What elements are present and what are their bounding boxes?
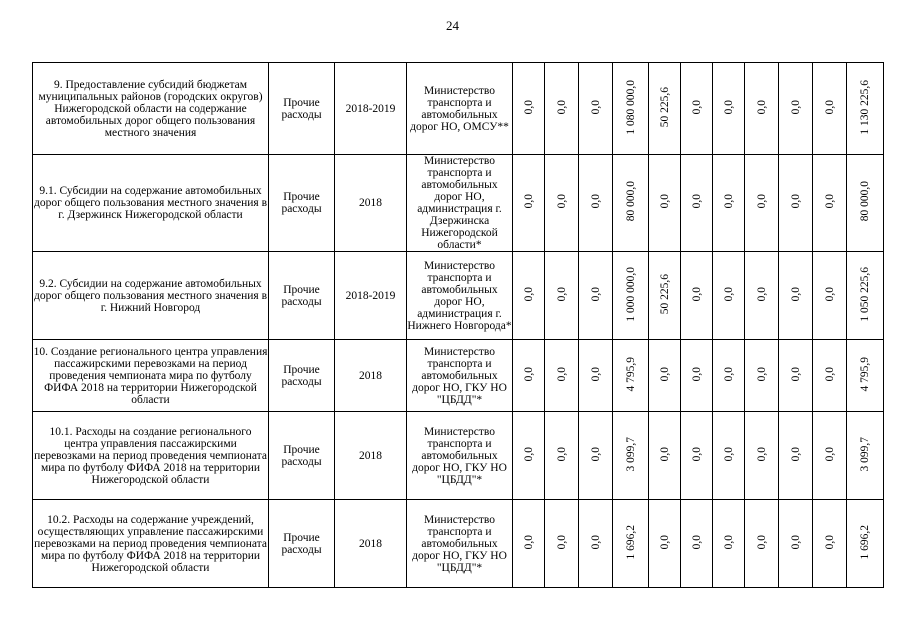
value-text: 0,0: [789, 99, 802, 115]
period-cell: 2018-2019: [335, 63, 407, 155]
table-row: [33, 412, 884, 500]
value-cell: [681, 412, 713, 500]
value-cell: [513, 340, 545, 412]
value-text: 0,0: [690, 194, 703, 209]
value-cell: [779, 252, 813, 340]
value-text: 1 050 225,6: [859, 266, 871, 322]
value-cell: [579, 63, 613, 155]
value-text: 4 795,9: [624, 356, 637, 392]
value-cell: [545, 500, 579, 588]
executor-cell: Министерство транспорта и автомобильных дорог НО, администрация г. Нижнего Новгорода*: [407, 252, 513, 340]
executor-cell: Министерство транспорта и автомобильных дорог НО, ОМСУ**: [407, 63, 513, 155]
value-text: 0,0: [522, 446, 535, 462]
value-text: 0,0: [722, 286, 735, 302]
value-text: 1 000 000,0: [624, 266, 637, 322]
value-cell: [579, 155, 613, 252]
value-text: 0,0: [522, 194, 535, 209]
value-text: 3 099,7: [624, 436, 637, 472]
funding-source-cell: Прочие расходы: [269, 340, 335, 412]
value-cell: [545, 412, 579, 500]
value-cell: [681, 252, 713, 340]
value-cell: [649, 155, 681, 252]
value-text: 0,0: [658, 194, 671, 209]
table-row: [33, 63, 884, 155]
funding-source-cell: Прочие расходы: [269, 412, 335, 500]
value-text: 0,0: [555, 366, 568, 382]
value-text: 50 225,6: [658, 86, 671, 128]
value-cell: [847, 63, 884, 155]
value-text: 0,0: [522, 99, 535, 115]
value-cell: [779, 155, 813, 252]
value-text: 0,0: [823, 366, 836, 382]
executor-cell: Министерство транспорта и автомобильных дорог НО, ГКУ НО "ЦБДД"*: [407, 412, 513, 500]
value-text: 0,0: [690, 286, 703, 302]
funding-source-cell: Прочие расходы: [269, 63, 335, 155]
value-text: 0,0: [722, 194, 735, 209]
value-cell: [681, 500, 713, 588]
value-text: 0,0: [789, 286, 802, 302]
value-cell: [847, 412, 884, 500]
value-cell: [779, 500, 813, 588]
value-text: 1 080 000,0: [624, 79, 637, 135]
measure-name-cell: 10.2. Расходы на содержание учреждений, осуществляющих управление пассажирскими перевозками на период проведения чемпионата мира по футболу ФИФА 2018 на территории Нижегородской области: [33, 500, 269, 588]
funding-source-cell: Прочие расходы: [269, 500, 335, 588]
value-text: 80 000,0: [624, 181, 637, 222]
value-text: 0,0: [555, 286, 568, 302]
value-cell: [847, 252, 884, 340]
value-cell: [545, 340, 579, 412]
value-cell: [613, 63, 649, 155]
value-cell: [713, 500, 745, 588]
value-text: 0,0: [690, 366, 703, 382]
measure-name-cell: 10.1. Расходы на создание регионального центра управления пассажирскими перевозками на период проведения чемпионата мира по футболу ФИФА 2018 на территории Нижегородской области: [33, 412, 269, 500]
period-cell: 2018: [335, 155, 407, 252]
value-text: 0,0: [658, 366, 671, 382]
value-text: 4 795,9: [859, 356, 871, 392]
value-text: 0,0: [755, 99, 768, 115]
value-cell: [745, 500, 779, 588]
value-cell: [649, 340, 681, 412]
value-cell: [649, 63, 681, 155]
value-cell: [681, 155, 713, 252]
value-text: 0,0: [589, 286, 602, 302]
value-cell: [813, 412, 847, 500]
value-cell: [745, 340, 779, 412]
value-text: 0,0: [722, 366, 735, 382]
value-text: 1 696,2: [624, 524, 637, 560]
value-text: 0,0: [789, 534, 802, 550]
period-cell: 2018: [335, 412, 407, 500]
value-text: 0,0: [658, 446, 671, 462]
value-text: 80 000,0: [859, 181, 871, 222]
value-text: 0,0: [555, 446, 568, 462]
measure-name-cell: 10. Создание регионального центра управления пассажирскими перевозками на период проведения чемпионата мира по футболу ФИФА 2018 на территории Нижегородской области: [33, 340, 269, 412]
executor-cell: Министерство транспорта и автомобильных дорог НО, администрация г. Дзержинска Нижегородской области*: [407, 155, 513, 252]
value-text: 0,0: [589, 446, 602, 462]
value-text: 0,0: [755, 534, 768, 550]
value-text: 0,0: [789, 446, 802, 462]
value-text: 0,0: [789, 366, 802, 382]
period-cell: 2018-2019: [335, 252, 407, 340]
value-cell: [847, 500, 884, 588]
value-text: 0,0: [589, 194, 602, 209]
value-text: 0,0: [755, 194, 768, 209]
value-cell: [579, 340, 613, 412]
value-text: 0,0: [690, 99, 703, 115]
value-cell: [513, 155, 545, 252]
value-text: 0,0: [823, 286, 836, 302]
value-cell: [681, 340, 713, 412]
value-text: 0,0: [589, 366, 602, 382]
value-cell: [713, 252, 745, 340]
value-text: 0,0: [823, 534, 836, 550]
value-cell: [513, 63, 545, 155]
value-cell: [813, 155, 847, 252]
value-text: 0,0: [755, 446, 768, 462]
value-text: 0,0: [722, 99, 735, 115]
value-cell: [613, 340, 649, 412]
value-text: 0,0: [755, 286, 768, 302]
value-cell: [545, 155, 579, 252]
value-text: 0,0: [589, 99, 602, 115]
value-cell: [579, 500, 613, 588]
value-text: 50 225,6: [658, 273, 671, 315]
value-text: 0,0: [722, 446, 735, 462]
value-cell: [745, 412, 779, 500]
funding-source-cell: Прочие расходы: [269, 155, 335, 252]
value-cell: [813, 340, 847, 412]
value-cell: [745, 155, 779, 252]
value-cell: [745, 63, 779, 155]
value-text: 0,0: [690, 446, 703, 462]
executor-cell: Министерство транспорта и автомобильных дорог НО, ГКУ НО "ЦБДД"*: [407, 340, 513, 412]
value-cell: [613, 500, 649, 588]
period-cell: 2018: [335, 340, 407, 412]
value-cell: [579, 412, 613, 500]
value-text: 0,0: [522, 366, 535, 382]
value-cell: [545, 63, 579, 155]
executor-cell: Министерство транспорта и автомобильных дорог НО, ГКУ НО "ЦБДД"*: [407, 500, 513, 588]
value-cell: [513, 412, 545, 500]
value-cell: [779, 412, 813, 500]
measure-name-cell: 9.2. Субсидии на содержание автомобильных дорог общего пользования местного значения в г. Нижний Новгород: [33, 252, 269, 340]
value-cell: [649, 252, 681, 340]
value-cell: [779, 340, 813, 412]
page-number: 24: [446, 18, 459, 33]
budget-table: [32, 62, 884, 588]
table-row: [33, 252, 884, 340]
value-text: 0,0: [658, 534, 671, 550]
value-cell: [613, 155, 649, 252]
value-cell: [545, 252, 579, 340]
value-cell: [713, 412, 745, 500]
period-cell: 2018: [335, 500, 407, 588]
funding-source-cell: Прочие расходы: [269, 252, 335, 340]
value-text: 0,0: [823, 99, 836, 115]
value-text: 0,0: [522, 286, 535, 302]
table-row: [33, 155, 884, 252]
measure-name-cell: 9. Предоставление субсидий бюджетам муниципальных районов (городских округов) Нижегородской области на содержание автомобильных дорог общего пользования местного значения: [33, 63, 269, 155]
value-cell: [713, 155, 745, 252]
value-text: 0,0: [755, 366, 768, 382]
measure-name-cell: 9.1. Субсидии на содержание автомобильных дорог общего пользования местного значения в г. Дзержинск Нижегородской области: [33, 155, 269, 252]
value-text: 0,0: [789, 194, 802, 209]
value-text: 3 099,7: [859, 436, 871, 472]
value-cell: [847, 340, 884, 412]
value-cell: [813, 252, 847, 340]
value-cell: [847, 155, 884, 252]
value-cell: [681, 63, 713, 155]
value-text: 0,0: [823, 446, 836, 462]
value-cell: [513, 252, 545, 340]
value-cell: [513, 500, 545, 588]
value-text: 1 130 225,6: [859, 79, 871, 135]
value-text: 0,0: [589, 534, 602, 550]
value-cell: [745, 252, 779, 340]
value-text: 0,0: [555, 534, 568, 550]
value-text: 0,0: [823, 194, 836, 209]
value-text: 0,0: [690, 534, 703, 550]
table-row: [33, 500, 884, 588]
value-cell: [813, 63, 847, 155]
value-text: 0,0: [555, 194, 568, 209]
value-cell: [649, 412, 681, 500]
value-text: 1 696,2: [859, 524, 871, 560]
value-cell: [579, 252, 613, 340]
value-cell: [713, 340, 745, 412]
value-text: 0,0: [522, 534, 535, 550]
value-cell: [613, 412, 649, 500]
value-cell: [813, 500, 847, 588]
value-cell: [779, 63, 813, 155]
value-cell: [713, 63, 745, 155]
value-cell: [649, 500, 681, 588]
table-row: [33, 340, 884, 412]
value-cell: [613, 252, 649, 340]
value-text: 0,0: [722, 534, 735, 550]
value-text: 0,0: [555, 99, 568, 115]
